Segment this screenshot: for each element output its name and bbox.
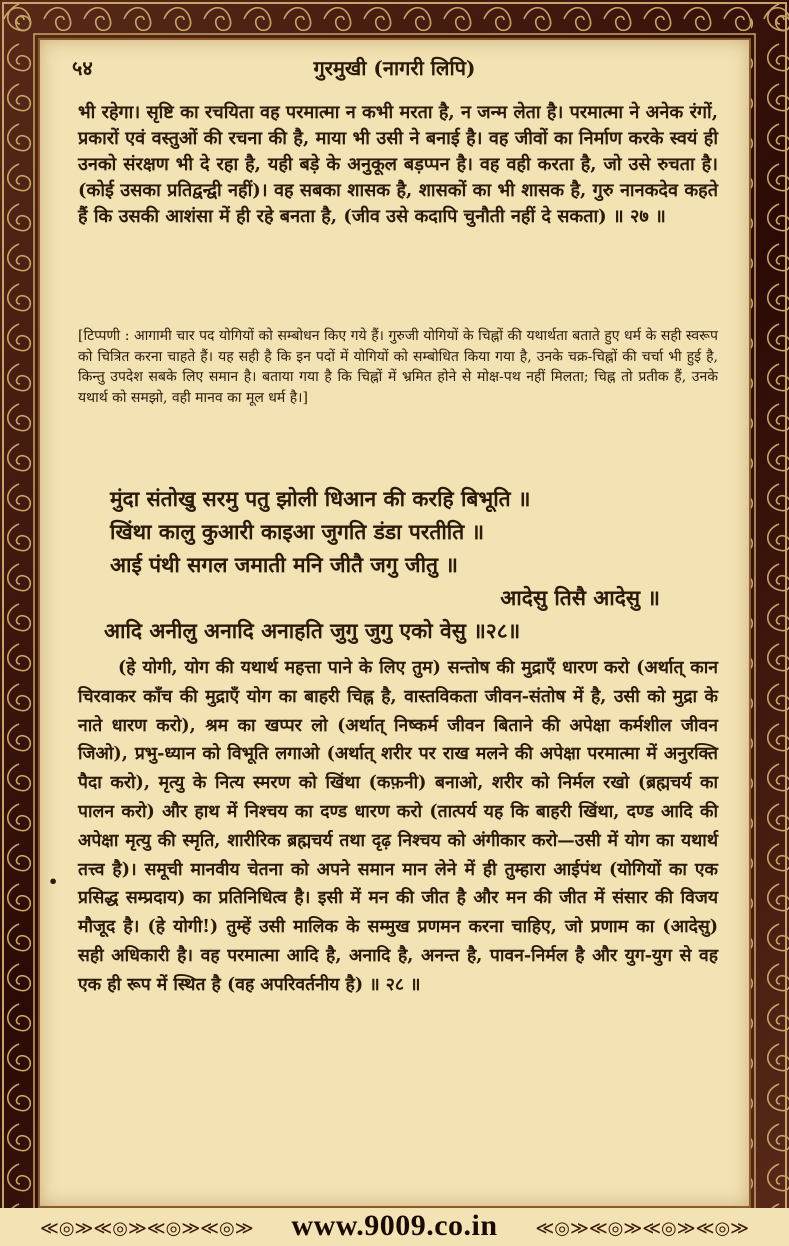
- margin-bullet: •: [48, 872, 59, 891]
- verse-28: [104, 482, 720, 647]
- page-number: ५४: [72, 56, 93, 80]
- footer-ornament-right: ≪◎≫≪◎≫≪◎≫≪◎≫: [535, 1218, 749, 1239]
- page-header: [70, 52, 719, 82]
- verse-line: आदि अनीलु अनादि अनाहति जुगु जुगु एको वेसु ॥२८॥: [104, 618, 521, 643]
- footer-ornament-left: ≪◎≫≪◎≫≪◎≫≪◎≫: [40, 1218, 254, 1239]
- verse-line: खिंथा कालु कुआरी काइआ जुगति डंडा परतीति ॥: [110, 519, 485, 544]
- commentary-paragraph-27: भी रहेगा। सृष्टि का रचयिता वह परमात्मा न कभी मरता है, न जन्म लेता है। परमात्मा ने अनेक रंगों, प्रकारों एवं वस्तुओं की रचना की है, माया भी उसी ने बनाई है। वह जीवों का निर्माण करके स्वयं ही उनको संरक्षण भी दे रहा है, यही बड़े के अनुकूल बड़प्पन है। वह वही करता है, जो उसे रुचता है। (कोई उसका प्रतिद्वन्द्वी नहीं)। वह सबका शासक है, शासकों का भी शासक है, गुरु नानकदेव कहते हैं कि उसकी आशंसा में ही रहे बनता है, (जीव उसे कदापि चुनौती नहीं दे सकता) ॥ २७ ॥: [78, 102, 718, 227]
- verse-line-refrain: आदेसु तिसै आदेसु ॥: [500, 585, 660, 610]
- book-page: [38, 38, 751, 1208]
- commentary-paragraph-28: (हे योगी, योग की यथार्थ महत्ता पाने के लिए तुम) सन्तोष की मुद्राएँ धारण करो (अर्थात् कान चिरवाकर काँच की मुद्राएँ योग का बाहरी चिह्न है, वास्तविकता जीवन-संतोष में है, उसी को मुद्रा के नाते धारण करो), श्रम का खप्पर लो (अर्थात् निष्कर्म जीवन बिताने की अपेक्षा कर्मशील जीवन जिओ), प्रभु-ध्यान को विभूति लगाओ (अर्थात् शरीर पर राख मलने की अपेक्षा परमात्मा में अनुरक्ति पैदा करो), मृत्यु के नित्य स्मरण को खिंथा (कफ़नी) बनाओ, शरीर को निर्मल रखो (ब्रह्मचर्य का पालन करो) और हाथ में निश्चय का दण्ड धारण करो (तात्पर्य यह कि बाहरी खिंथा, दण्ड आदि की अपेक्षा मृत्यु की स्मृति, शारीरिक ब्रह्मचर्य तथा दृढ़ निश्चय को अंगीकार करो—उसी में योग का यथार्थ तत्त्व है)। समूची मानवीय चेतना को अपने समान मान लेने में ही तुम्हारा आईपंथ (योगियों का एक प्रसिद्ध सम्प्रदाय) का प्रतिनिधित्व है। इसी में मन की जीत है और मन की जीत में संसार की विजय मौजूद है। (हे योगी!) तुम्हें उसी मालिक के सम्मुख प्रणमन करना चाहिए, जो प्रणाम का (आदेसु) सही अधिकारी है। वह परमात्मा आदि है, अनादि है, अनन्त है, पावन-निर्मल है और युग-युग से वह एक ही रूप में स्थित है (वह अपरिवर्तनीय है) ॥ २८ ॥: [78, 658, 718, 995]
- footer-bar: [0, 1208, 789, 1246]
- running-title: गुरमुखी (नागरी लिपि): [313, 56, 476, 80]
- website-url[interactable]: www.9009.co.in: [291, 1209, 498, 1242]
- editorial-note: [टिप्पणी : आगामी चार पद योगियों को सम्बोधन किए गये हैं। गुरुजी योगियों के चिह्नों की यथार्थता बताते हुए धर्म के सही स्वरूप को चित्रित करना चाहते हैं। यह सही है कि इन पदों में योगियों को सम्बोधित किया गया है, उनके चक्र-चिह्नों की चर्चा भी हुई है, किन्तु उपदेश सबके लिए समान है। बताया गया है कि चिह्नों में भ्रमित होने से मोक्ष-पथ नहीं मिलता; चिह्न तो प्रतीक हैं, उनके यथार्थ को समझो, वही मानव का मूल धर्म है।]: [78, 328, 718, 406]
- verse-line: मुंदा संतोखु सरमु पतु झोली धिआन की करहि बिभूति ॥: [110, 486, 531, 511]
- verse-line: आई पंथी सगल जमाती मनि जीतै जगु जीतु ॥: [110, 552, 458, 577]
